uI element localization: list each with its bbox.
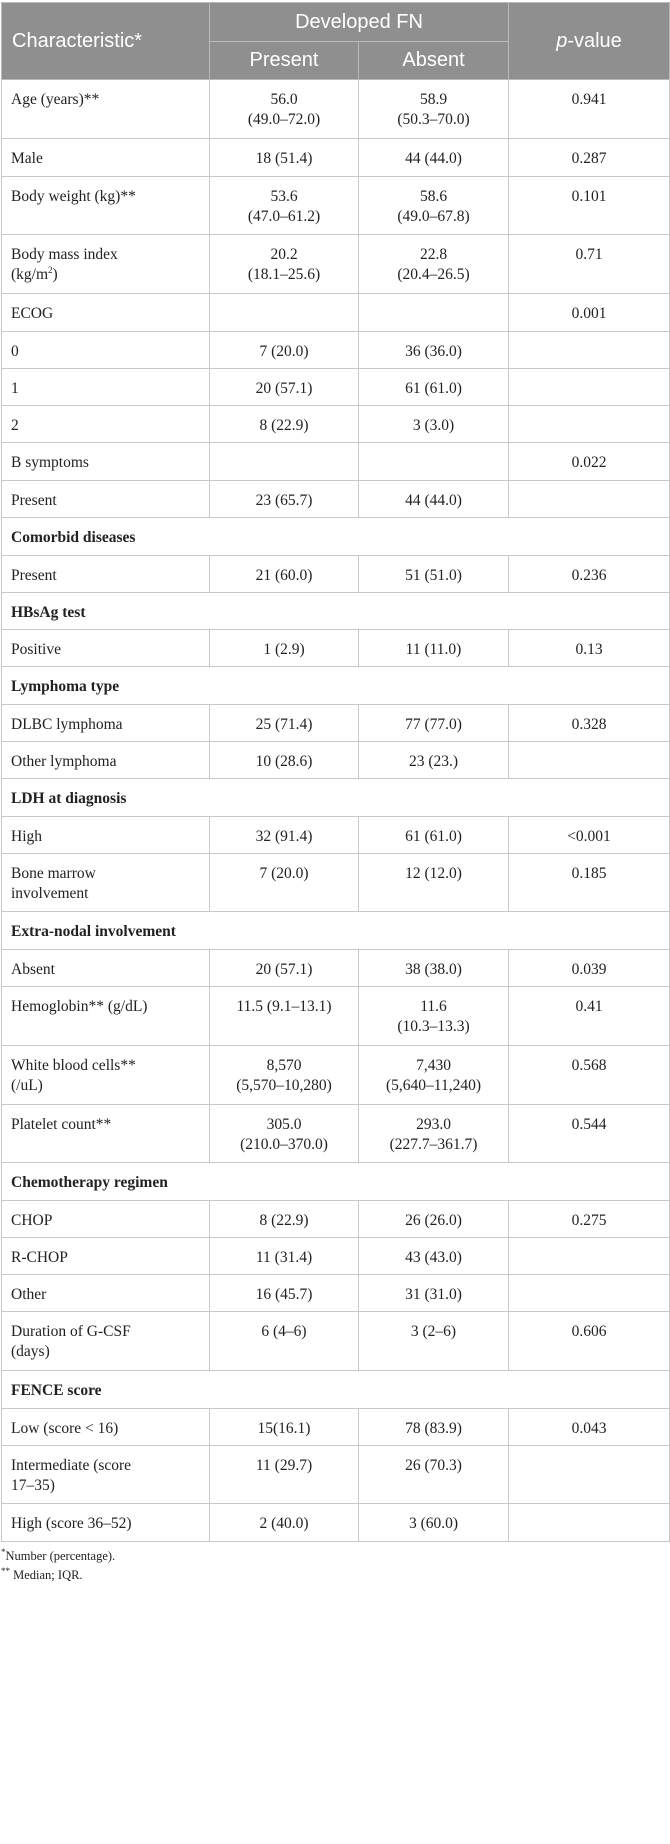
p-value: 0.41: [509, 987, 670, 1046]
table-row: [2, 443, 670, 481]
header-developed-fn: Developed FN: [210, 3, 509, 42]
absent-value: [359, 294, 509, 332]
p-value: [509, 481, 670, 518]
absent-value: 38 (38.0): [359, 950, 509, 987]
present-value: 56.0 (49.0–72.0): [210, 80, 359, 139]
absent-value: 58.9 (50.3–70.0): [359, 80, 509, 139]
table-row: [2, 1238, 670, 1275]
present-value: 25 (71.4): [210, 705, 359, 742]
row-label: Body weight (kg)**: [2, 177, 210, 235]
table-row: [2, 1504, 670, 1542]
absent-value: [359, 443, 509, 481]
row-label-superscript: 2: [48, 264, 53, 275]
absent-value: 44 (44.0): [359, 139, 509, 177]
table-row: [2, 987, 670, 1046]
absent-value: 26 (70.3): [359, 1446, 509, 1504]
present-value: 1 (2.9): [210, 630, 359, 667]
present-value: 2 (40.0): [210, 1504, 359, 1542]
row-label: Platelet count**: [2, 1105, 210, 1163]
row-label: [2, 235, 210, 294]
present-value: 8 (22.9): [210, 406, 359, 443]
absent-value: 3 (60.0): [359, 1504, 509, 1542]
p-value: 0.941: [509, 80, 670, 139]
section-row: [2, 912, 670, 950]
section-heading: HBsAg test: [2, 593, 670, 630]
absent-value: 12 (12.0): [359, 854, 509, 912]
section-row: [2, 667, 670, 705]
section-heading: FENCE score: [2, 1371, 670, 1409]
row-label: Other: [2, 1275, 210, 1312]
row-label: Absent: [2, 950, 210, 987]
row-label: High (score 36–52): [2, 1504, 210, 1542]
row-label: CHOP: [2, 1201, 210, 1238]
absent-value: 3 (2–6): [359, 1312, 509, 1371]
present-value: 20 (57.1): [210, 369, 359, 406]
p-value: 0.287: [509, 139, 670, 177]
absent-value: 36 (36.0): [359, 332, 509, 369]
section-row: [2, 1371, 670, 1409]
present-value: [210, 294, 359, 332]
table-row: [2, 406, 670, 443]
present-value: 10 (28.6): [210, 742, 359, 779]
p-value: [509, 369, 670, 406]
p-value: [509, 1238, 670, 1275]
section-row: [2, 518, 670, 556]
p-value: 0.568: [509, 1046, 670, 1105]
table-row: [2, 742, 670, 779]
absent-value: 43 (43.0): [359, 1238, 509, 1275]
table-row: [2, 1275, 670, 1312]
characteristics-table: [1, 2, 670, 1542]
present-value: 23 (65.7): [210, 481, 359, 518]
footnote-number-mark: *: [1, 1546, 6, 1557]
absent-value: 58.6 (49.0–67.8): [359, 177, 509, 235]
p-value: 0.001: [509, 294, 670, 332]
p-value: [509, 406, 670, 443]
footnotes: [0, 1547, 670, 1585]
p-value: 0.043: [509, 1409, 670, 1446]
present-value: 18 (51.4): [210, 139, 359, 177]
row-label-main: Body mass index: [11, 246, 118, 263]
row-label: R-CHOP: [2, 1238, 210, 1275]
footnote-median-text: Median; IQR.: [10, 1568, 83, 1582]
p-value: [509, 1275, 670, 1312]
table-row: [2, 1046, 670, 1105]
present-value: 20.2 (18.1–25.6): [210, 235, 359, 294]
p-value: 0.71: [509, 235, 670, 294]
table-row: [2, 80, 670, 139]
present-value: 32 (91.4): [210, 817, 359, 854]
header-absent: Absent: [359, 42, 509, 80]
table-row: [2, 139, 670, 177]
section-heading: LDH at diagnosis: [2, 779, 670, 817]
table-row: [2, 630, 670, 667]
p-value: 0.544: [509, 1105, 670, 1163]
header-present: Present: [210, 42, 359, 80]
header-p-rest: -value: [567, 29, 622, 52]
table-row: [2, 705, 670, 742]
row-label: Male: [2, 139, 210, 177]
p-value: 0.606: [509, 1312, 670, 1371]
section-heading: Comorbid diseases: [2, 518, 670, 556]
table-row: [2, 1312, 670, 1371]
header-characteristic: Characteristic*: [2, 3, 210, 80]
p-value: 0.039: [509, 950, 670, 987]
p-value: <0.001: [509, 817, 670, 854]
present-value: 20 (57.1): [210, 950, 359, 987]
present-value: 15(16.1): [210, 1409, 359, 1446]
section-row: [2, 779, 670, 817]
table-row: [2, 950, 670, 987]
section-heading: Lymphoma type: [2, 667, 670, 705]
present-value: 6 (4–6): [210, 1312, 359, 1371]
absent-value: 11 (11.0): [359, 630, 509, 667]
absent-value: 61 (61.0): [359, 817, 509, 854]
row-label: Present: [2, 556, 210, 593]
row-label: White blood cells** (/uL): [2, 1046, 210, 1105]
table-row: [2, 294, 670, 332]
row-label: Bone marrow involvement: [2, 854, 210, 912]
row-label: B symptoms: [2, 443, 210, 481]
present-value: 7 (20.0): [210, 854, 359, 912]
present-value: [210, 443, 359, 481]
present-value: 11 (31.4): [210, 1238, 359, 1275]
footnote-median-mark: **: [1, 1565, 10, 1576]
p-value: [509, 332, 670, 369]
header-p-italic: p: [556, 29, 568, 52]
header-p-value: [509, 3, 670, 80]
absent-value: 3 (3.0): [359, 406, 509, 443]
p-value: 0.13: [509, 630, 670, 667]
table-row: [2, 1409, 670, 1446]
present-value: 305.0 (210.0–370.0): [210, 1105, 359, 1163]
row-label: Positive: [2, 630, 210, 667]
present-value: 53.6 (47.0–61.2): [210, 177, 359, 235]
absent-value: 293.0 (227.7–361.7): [359, 1105, 509, 1163]
absent-value: 11.6 (10.3–13.3): [359, 987, 509, 1046]
row-label: Intermediate (score 17–35): [2, 1446, 210, 1504]
present-value: 8 (22.9): [210, 1201, 359, 1238]
table-row: [2, 481, 670, 518]
p-value: 0.275: [509, 1201, 670, 1238]
absent-value: 22.8 (20.4–26.5): [359, 235, 509, 294]
table-row: [2, 1105, 670, 1163]
absent-value: 7,430 (5,640–11,240): [359, 1046, 509, 1105]
row-label: Duration of G-CSF (days): [2, 1312, 210, 1371]
absent-value: 26 (26.0): [359, 1201, 509, 1238]
row-label-end: ): [52, 266, 58, 283]
table-body: [2, 80, 670, 1542]
absent-value: 51 (51.0): [359, 556, 509, 593]
row-label: 1: [2, 369, 210, 406]
table-row: [2, 556, 670, 593]
table-row: [2, 177, 670, 235]
row-label: 0: [2, 332, 210, 369]
table-row: [2, 854, 670, 912]
footnote-number: [1, 1547, 670, 1566]
table-row: [2, 1201, 670, 1238]
present-value: 8,570 (5,570–10,280): [210, 1046, 359, 1105]
table-row: [2, 332, 670, 369]
table-header: [2, 3, 670, 80]
absent-value: 31 (31.0): [359, 1275, 509, 1312]
present-value: 11 (29.7): [210, 1446, 359, 1504]
table-row: [2, 369, 670, 406]
absent-value: 77 (77.0): [359, 705, 509, 742]
p-value: 0.328: [509, 705, 670, 742]
row-label-unit: (kg/m: [11, 266, 49, 283]
p-value: [509, 1504, 670, 1542]
row-label: Hemoglobin** (g/dL): [2, 987, 210, 1046]
row-label: Low (score < 16): [2, 1409, 210, 1446]
present-value: 21 (60.0): [210, 556, 359, 593]
footnote-median: [1, 1566, 670, 1585]
footnote-number-text: Number (percentage).: [5, 1549, 116, 1563]
row-label: DLBC lymphoma: [2, 705, 210, 742]
row-label: Present: [2, 481, 210, 518]
row-label: ECOG: [2, 294, 210, 332]
section-row: [2, 593, 670, 630]
row-label: Age (years)**: [2, 80, 210, 139]
absent-value: 23 (23.): [359, 742, 509, 779]
absent-value: 44 (44.0): [359, 481, 509, 518]
p-value: 0.236: [509, 556, 670, 593]
absent-value: 61 (61.0): [359, 369, 509, 406]
present-value: 7 (20.0): [210, 332, 359, 369]
p-value: 0.022: [509, 443, 670, 481]
p-value: [509, 742, 670, 779]
section-heading: Chemotherapy regimen: [2, 1163, 670, 1201]
p-value: [509, 1446, 670, 1504]
section-heading: Extra-nodal involvement: [2, 912, 670, 950]
table-row: [2, 235, 670, 294]
p-value: 0.101: [509, 177, 670, 235]
row-label: Other lymphoma: [2, 742, 210, 779]
present-value: 11.5 (9.1–13.1): [210, 987, 359, 1046]
table-row: [2, 1446, 670, 1504]
table-row: [2, 817, 670, 854]
row-label: 2: [2, 406, 210, 443]
present-value: 16 (45.7): [210, 1275, 359, 1312]
p-value: 0.185: [509, 854, 670, 912]
section-row: [2, 1163, 670, 1201]
absent-value: 78 (83.9): [359, 1409, 509, 1446]
row-label: High: [2, 817, 210, 854]
